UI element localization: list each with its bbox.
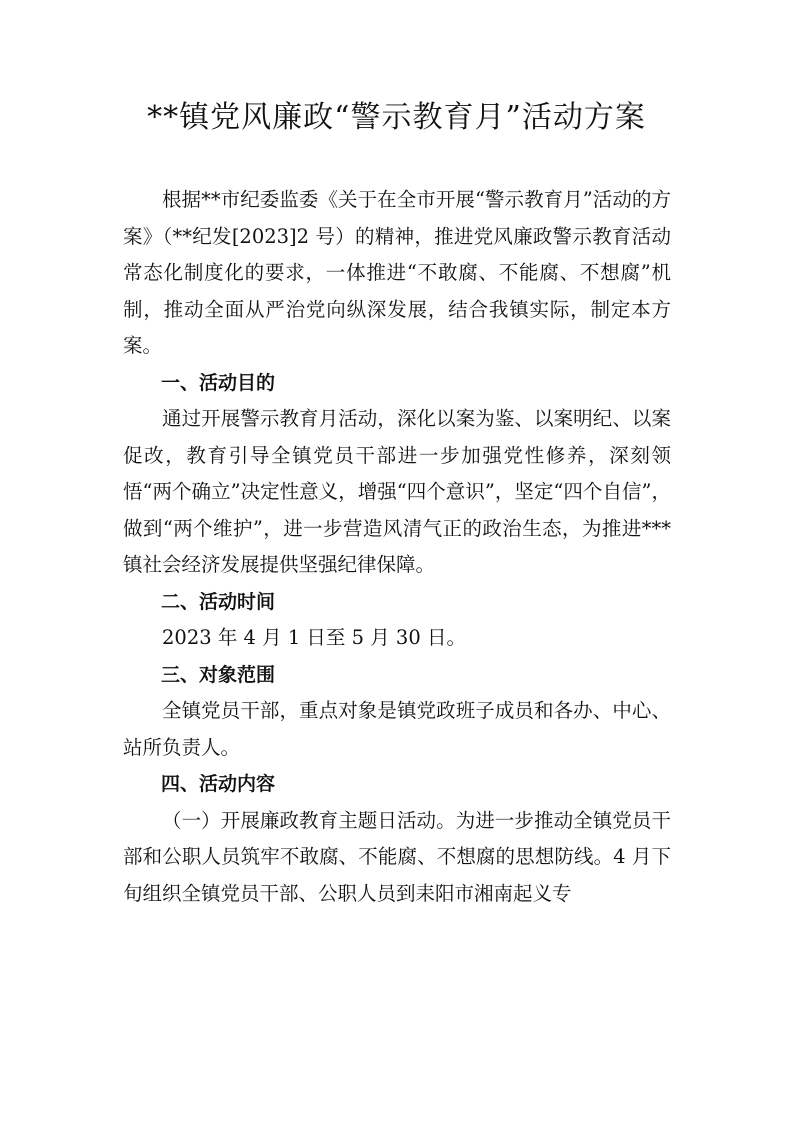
document-title: **镇党风廉政“警示教育月”活动方案 xyxy=(147,100,646,135)
section-heading-scope: 三、对象范围 xyxy=(161,663,276,686)
intro-paragraph: 根据**市纪委监委《关于在全市开展“警示教育月”活动的方案》（**纪发[2023]2 号）的精神，推进党风廉政警示教育活动常态化制度化的要求，一体推进“不敢腐、不能腐、不想腐”机制，推动全面从严治党向纵深发展，结合我镇实际，制定本方案。 xyxy=(123,188,671,357)
document-body xyxy=(123,182,671,912)
section-text-content: （一）开展廉政教育主题日活动。为进一步推动全镇党员干部和公职人员筑牢不敢腐、不能腐、不想腐的思想防线。4 月下旬组织全镇党员干部、公职人员到耒阳市湘南起义专 xyxy=(123,808,671,905)
section-text-time: 2023 年 4 月 1 日至 5 月 30 日。 xyxy=(162,626,466,649)
section-heading-time: 二、活动时间 xyxy=(161,590,276,613)
section-text-scope: 全镇党员干部，重点对象是镇党政班子成员和各办、中心、站所负责人。 xyxy=(123,699,671,759)
section-text-purpose: 通过开展警示教育月活动，深化以案为鉴、以案明纪、以案促改，教育引导全镇党员干部进一步加强党性修养，深刻领悟“两个确立”决定性意义，增强“四个意识”，坚定“四个自信”，做到“两个维护”，进一步营造风清气正的政治生态，为推进***镇社会经济发展提供坚强纪律保障。 xyxy=(123,407,671,576)
section-heading-content: 四、活动内容 xyxy=(161,773,276,795)
section-heading-purpose: 一、活动目的 xyxy=(161,371,276,394)
